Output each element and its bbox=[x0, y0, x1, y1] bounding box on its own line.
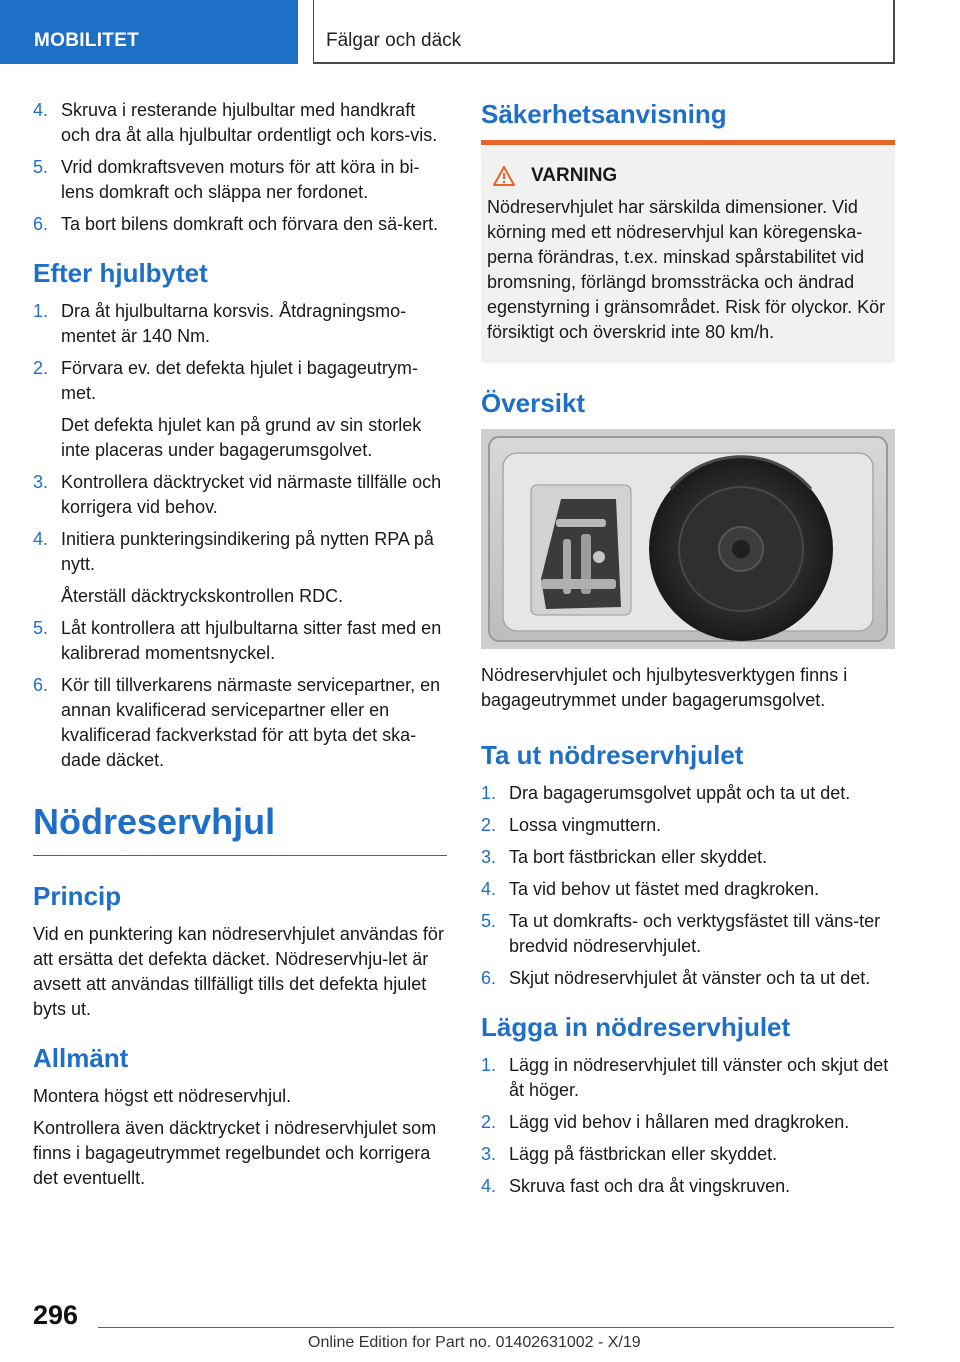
steps-top-list bbox=[33, 98, 447, 237]
list-item: 3. Kontrollera däcktrycket vid närmaste tillfälle och korrigera vid behov. bbox=[33, 472, 442, 517]
warning-header bbox=[487, 165, 887, 187]
list-item: 2. Lägg vid behov i hållaren med dragkroken. bbox=[481, 1112, 850, 1132]
ta-ut-heading: Ta ut nödreservhjulet bbox=[481, 740, 744, 770]
warning-text: Nödreservhjulet har särskilda dimensioner. Vid körning med ett nödreservhjul kan köregenska-perna förändras, t.ex. minskad spårstabilitet vid bromsning, förlängd bromssträcka och ändrad egenstyrning i gränsområdet. Risk för olyckor. Kör försiktigt och överskrid inte 80 km/h. bbox=[487, 197, 886, 342]
left-column bbox=[33, 98, 447, 1198]
nodreservhjul-heading: Nödreservhjul bbox=[33, 799, 447, 856]
ta-ut-steps-list bbox=[481, 781, 895, 991]
princip-text: Vid en punktering kan nödreservhjulet användas för att ersätta det defekta däcket. Nödreservhju-let är avsett att användas tillfälligt tills det defekta hjulet byts ut. bbox=[33, 924, 444, 1019]
allmant-heading: Allmänt bbox=[33, 1043, 129, 1073]
step-note: Det defekta hjulet kan på grund av sin storlek inte placeras under bagagerumsgolvet. bbox=[61, 415, 422, 460]
warning-triangle-icon bbox=[493, 166, 515, 186]
spare-wheel-photo bbox=[481, 429, 895, 649]
list-item: 5. Låt kontrollera att hjulbultarna sitter fast med en kalibrerad momentsnyckel. bbox=[33, 618, 442, 663]
list-item: 6. Skjut nödreservhjulet åt vänster och ta ut det. bbox=[481, 968, 871, 988]
allmant-text-2: Kontrollera även däcktrycket i nödreservhjulet som finns i bagageutrymmet regelbundet och korrigera det eventuellt. bbox=[33, 1118, 437, 1188]
warning-label: VARNING bbox=[531, 165, 618, 186]
allmant-text-1: Montera högst ett nödreservhjul. bbox=[33, 1086, 292, 1106]
list-item: 3. Lägg på fästbrickan eller skyddet. bbox=[481, 1144, 778, 1164]
list-item: 4. Skruva fast och dra åt vingskruven. bbox=[481, 1176, 791, 1196]
list-item: 2. Lossa vingmuttern. bbox=[481, 815, 662, 835]
right-column bbox=[481, 98, 895, 1206]
list-item: 6. Kör till tillverkarens närmaste servicepartner, en annan kvalificerad servicepartner eller en kvalificerad fackverkstad för att byta det ska-dade däcket. bbox=[33, 675, 441, 770]
list-item: 4. Skruva i resterande hjulbultar med handkraft och dra åt alla hjulbultar ordentligt och kors-vis. bbox=[33, 100, 438, 145]
page-number: 296 bbox=[33, 1300, 79, 1330]
list-item: 1. Lägg in nödreservhjulet till vänster och skjut det åt höger. bbox=[481, 1055, 889, 1100]
warning-box bbox=[481, 140, 895, 363]
list-item: 6. Ta bort bilens domkraft och förvara den sä-kert. bbox=[33, 214, 439, 234]
footer-divider bbox=[98, 1327, 894, 1328]
step-note: Återställ däcktryckskontrollen RDC. bbox=[61, 586, 344, 606]
list-item: 5. Vrid domkraftsveven moturs för att köra in bi-lens domkraft och släppa ner fordonet. bbox=[33, 157, 420, 202]
list-item: 1. Dra bagagerumsgolvet uppåt och ta ut det. bbox=[481, 783, 851, 803]
list-item: 3. Ta bort fästbrickan eller skyddet. bbox=[481, 847, 768, 867]
photo-caption: Nödreservhjulet och hjulbytesverktygen finns i bagageutrymmet under bagagerumsgolvet. bbox=[481, 665, 848, 710]
princip-heading: Princip bbox=[33, 881, 122, 911]
list-item: 4. Ta vid behov ut fästet med dragkroken. bbox=[481, 879, 820, 899]
chapter-tab: MOBILITET bbox=[0, 0, 298, 64]
efter-hjulbytet-heading: Efter hjulbytet bbox=[33, 258, 208, 288]
list-item: 1. Dra åt hjulbultarna korsvis. Åtdragningsmo-mentet är 140 Nm. bbox=[33, 301, 407, 346]
edition-text: Online Edition for Part no. 01402631002 - X/19 bbox=[308, 1334, 641, 1351]
list-item: 5. Ta ut domkrafts- och verktygsfästet till väns-ter bredvid nödreservhjulet. bbox=[481, 911, 881, 956]
section-header-title: Fälgar och däck bbox=[313, 0, 895, 64]
sakerhetsanvisning-heading: Säkerhetsanvisning bbox=[481, 99, 727, 129]
oversikt-heading: Översikt bbox=[481, 388, 586, 418]
lagga-in-heading: Lägga in nödreservhjulet bbox=[481, 1012, 791, 1042]
list-item: 4. Initiera punkteringsindikering på nytten RPA på nytt. Återställ däcktryckskontrollen RDC. bbox=[33, 527, 447, 609]
list-item: 2. Förvara ev. det defekta hjulet i bagageutrym-met. Det defekta hjulet kan på grund av sin storlek inte placeras under bagagerumsgolvet. bbox=[33, 356, 447, 463]
lagga-in-steps-list bbox=[481, 1053, 895, 1199]
efter-steps-list bbox=[33, 299, 447, 773]
